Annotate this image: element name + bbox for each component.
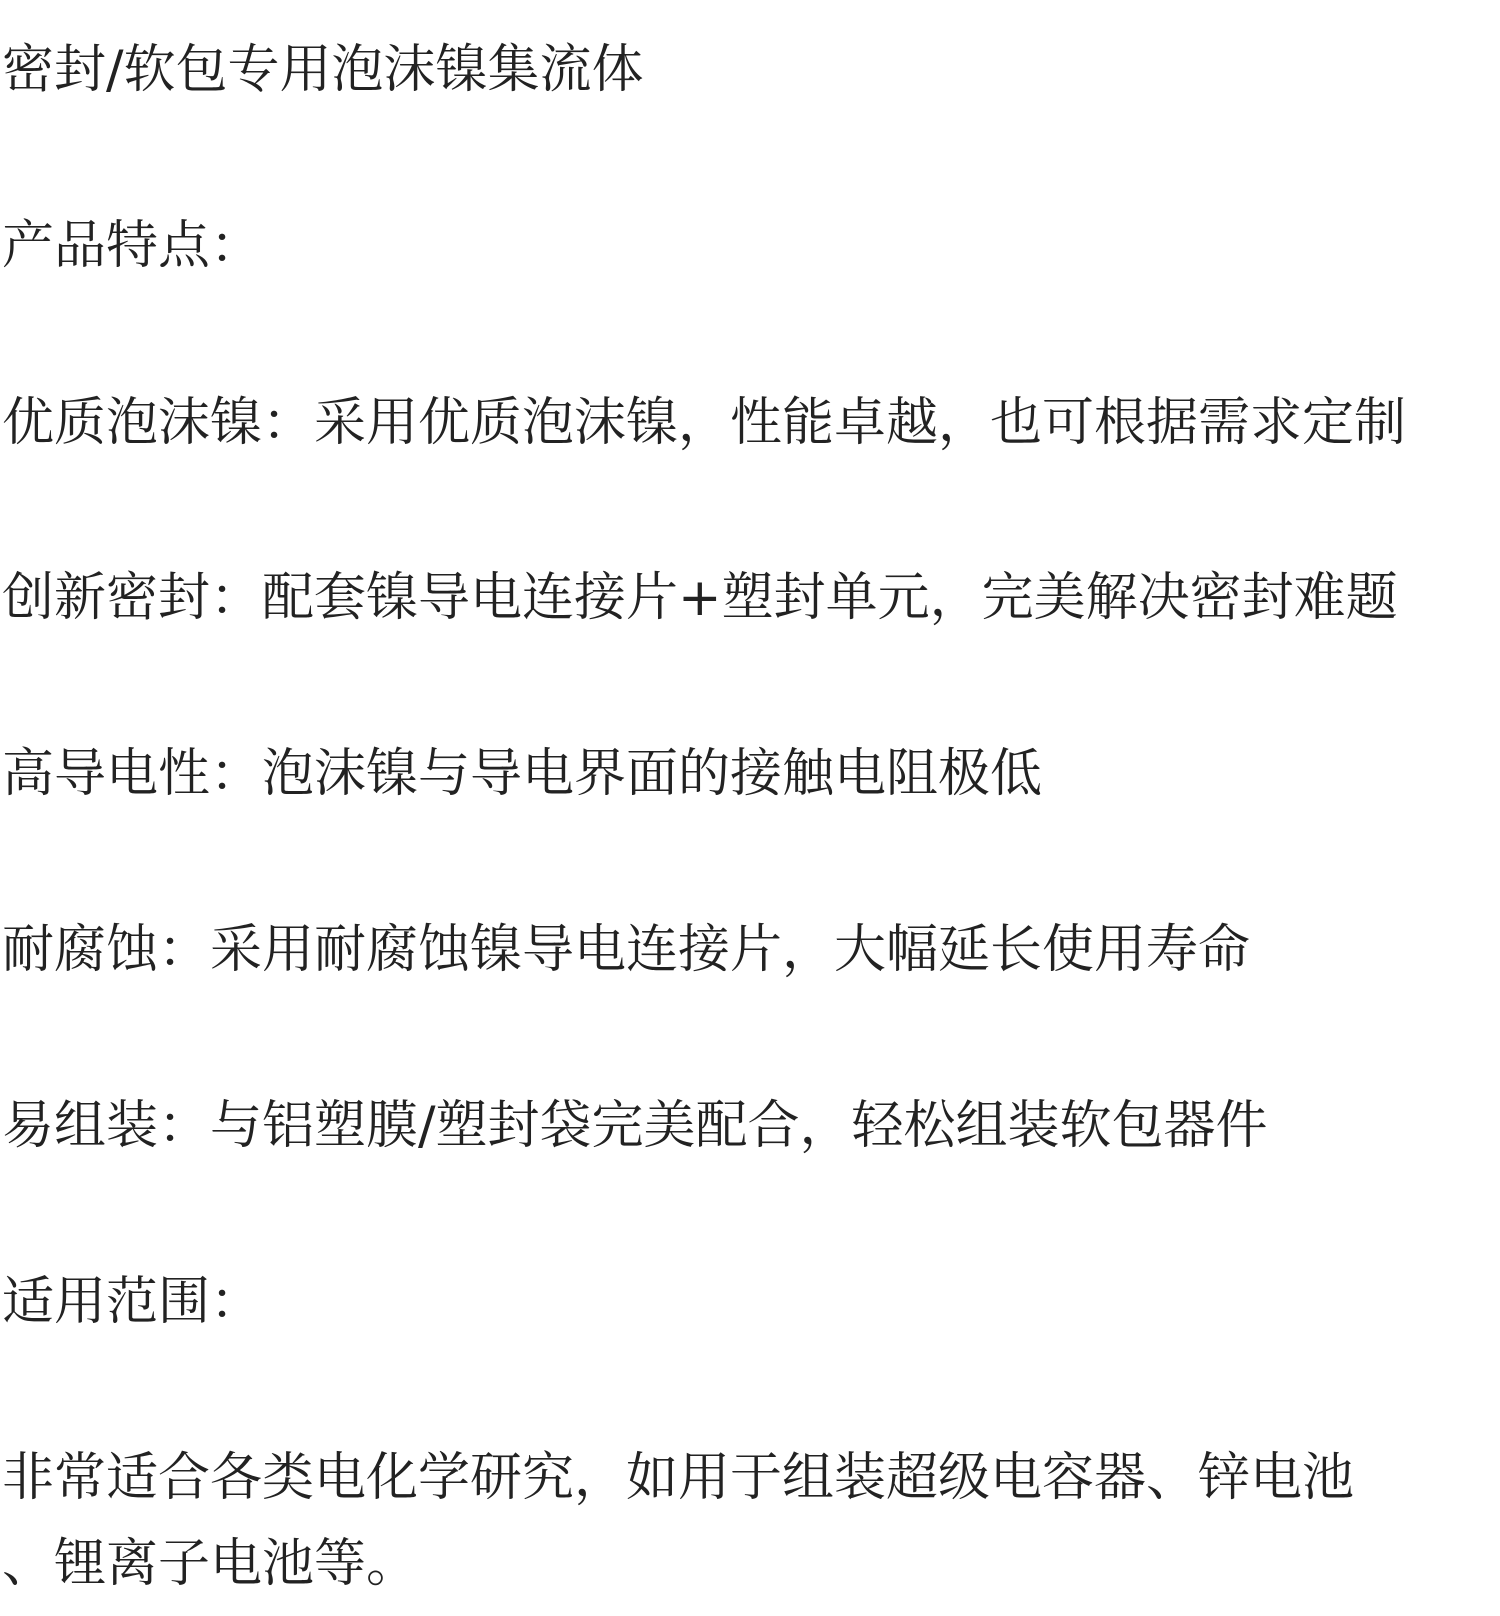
scope-heading: 适用范围： bbox=[2, 1272, 263, 1332]
scope-text-line-1: 非常适合各类电化学研究，如用于组装超级电容器、锌电池 bbox=[2, 1448, 1355, 1508]
feature-item-easy-assembly: 易组装：与铝塑膜/塑封袋完美配合，轻松组装软包器件 bbox=[2, 1096, 1268, 1156]
features-heading: 产品特点： bbox=[2, 216, 263, 276]
document-title: 密封/软包专用泡沫镍集流体 bbox=[2, 40, 644, 100]
feature-item-quality-foam-nickel: 优质泡沫镍：采用优质泡沫镍，性能卓越，也可根据需求定制 bbox=[2, 393, 1407, 453]
feature-item-high-conductivity: 高导电性：泡沫镍与导电界面的接触电阻极低 bbox=[2, 744, 1043, 804]
scope-text-line-2: 、锂离子电池等。 bbox=[2, 1534, 419, 1594]
feature-item-corrosion-resistance: 耐腐蚀：采用耐腐蚀镍导电连接片，大幅延长使用寿命 bbox=[2, 920, 1251, 980]
feature-item-innovative-seal: 创新密封：配套镍导电连接片+塑封单元，完美解决密封难题 bbox=[2, 568, 1398, 628]
